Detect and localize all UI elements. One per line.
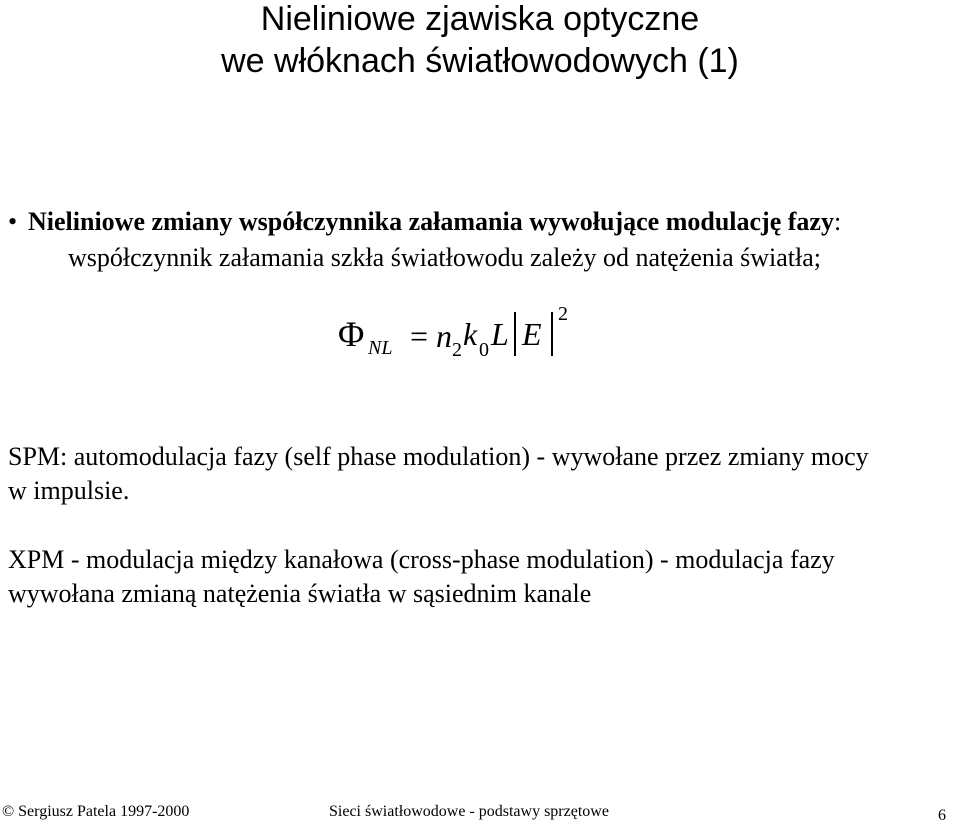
formula-phi-subscript: NL <box>368 337 393 359</box>
formula-abs-bar-right <box>551 312 553 356</box>
bullet-section <box>8 204 953 276</box>
spm-line-2: w impulsie. <box>8 476 130 505</box>
spm-line-1: SPM: automodulacja fazy (self phase modulation) - wywołane przez zmiany mocy <box>8 442 869 471</box>
formula-n-subscript: 2 <box>452 339 462 361</box>
spm-paragraph <box>8 440 958 508</box>
formula-e: E <box>522 316 542 352</box>
slide-footer <box>0 800 960 825</box>
bullet-icon: • <box>8 207 18 236</box>
footer-course-title: Sieci światłowodowe - podstawy sprzętowe <box>329 803 609 820</box>
bullet-heading: Nieliniowe zmiany współczynnika załamania wywołujące modulację fazy <box>28 207 834 236</box>
footer-page-number: 6 <box>938 807 946 824</box>
title-line-1: Nieliniowe zjawiska optyczne <box>260 0 700 38</box>
formula-phi: Φ <box>338 314 365 354</box>
formula-l: L <box>491 316 509 352</box>
title-line-2: we włóknach światłowodowych (1) <box>221 42 739 80</box>
bullet-line-1 <box>8 204 953 240</box>
xpm-paragraph <box>8 543 958 611</box>
formula-exponent: 2 <box>558 303 568 325</box>
bullet-line-2: współczynnik załamania szkła światłowodu zależy od natężenia światła; <box>68 243 821 272</box>
formula-k: k <box>463 316 478 352</box>
slide-title <box>0 0 960 82</box>
bullet-colon: : <box>833 207 842 236</box>
footer-copyright: © Sergiusz Patela 1997-2000 <box>2 803 190 820</box>
formula-k-subscript: 0 <box>479 339 489 361</box>
formula-phi-nl <box>338 300 578 370</box>
xpm-line-2: wywołana zmianą natężenia światła w sąsiednim kanale <box>8 579 592 608</box>
formula-equals: = <box>410 318 429 354</box>
formula-abs-bar-left <box>514 312 516 356</box>
formula-n: n <box>436 318 452 354</box>
xpm-line-1: XPM - modulacja między kanałowa (cross-phase modulation) - modulacja fazy <box>8 545 835 574</box>
